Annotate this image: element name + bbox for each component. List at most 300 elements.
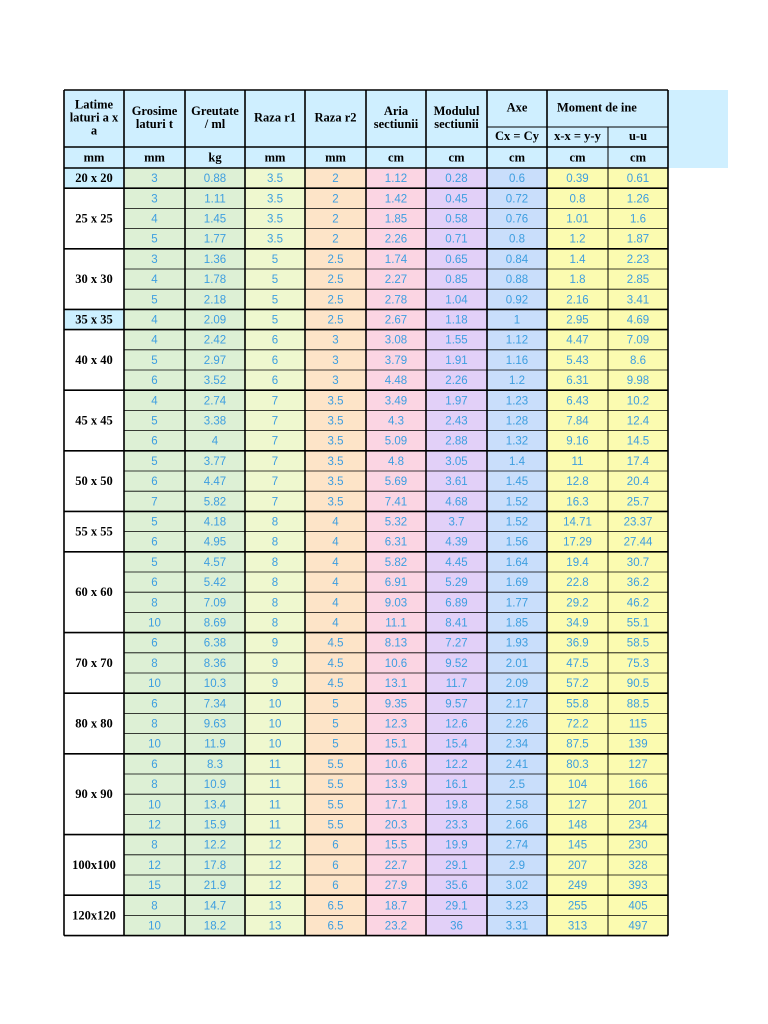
table-cell: 1.4 — [569, 253, 586, 266]
table-cell: 4 — [151, 314, 158, 327]
table-cell: 6 — [332, 880, 339, 893]
table-cell: 12 — [148, 819, 161, 832]
table-cell: 5 — [151, 415, 158, 428]
table-cell: 2.5 — [327, 314, 344, 327]
table-cell: 10 — [268, 698, 282, 711]
header-raza-r1: Raza r1 — [254, 110, 296, 125]
table-cell: 14.71 — [563, 516, 592, 529]
unit-label-5: cm — [388, 150, 404, 165]
size-label-6: 50 x 50 — [75, 473, 113, 488]
table-cell: 9.57 — [445, 698, 468, 711]
table-cell: 87.5 — [566, 738, 589, 751]
table-cell: 5.82 — [203, 496, 227, 509]
table-cell: 3.5 — [267, 233, 283, 246]
table-cell: 1.52 — [505, 516, 529, 529]
table-cell: 4.95 — [203, 536, 227, 549]
table-cell: 2.5 — [327, 274, 344, 287]
size-label-8: 60 x 60 — [75, 585, 113, 600]
table-cell: 3 — [332, 375, 339, 388]
table-cell: 7.34 — [203, 698, 227, 711]
table-cell: 4.69 — [626, 314, 650, 327]
table-cell: 3.02 — [505, 880, 529, 893]
table-cell: 4 — [332, 577, 339, 590]
table-cell: 0.61 — [626, 173, 650, 186]
table-cell: 34.9 — [566, 617, 589, 630]
table-cell: 3.41 — [626, 294, 650, 307]
table-cell: 8 — [151, 900, 158, 913]
table-cell: 6.43 — [566, 395, 589, 408]
table-cell: 497 — [628, 920, 648, 933]
table-cell: 148 — [567, 819, 588, 832]
table-cell: 6 — [151, 577, 158, 590]
table-cell: 12.4 — [626, 415, 650, 428]
header-moment: Moment de ine — [557, 100, 637, 115]
table-cell: 12.6 — [445, 718, 468, 731]
table-cell: 2.23 — [626, 253, 650, 266]
header-axe: Axe — [506, 100, 528, 115]
table-cell: 10 — [148, 738, 161, 751]
table-cell: 13 — [268, 900, 282, 913]
table-cell: 17.8 — [203, 859, 227, 872]
header-greutate: / ml — [204, 116, 226, 131]
table-cell: 1.26 — [626, 193, 650, 206]
table-cell: 8 — [151, 597, 158, 610]
table-cell: 3.5 — [327, 496, 344, 509]
table-cell: 10 — [268, 738, 282, 751]
table-cell: 5 — [151, 455, 158, 468]
table-cell: 4 — [332, 536, 339, 549]
table-cell: 29.1 — [445, 859, 468, 872]
table-cell: 5.82 — [384, 556, 408, 569]
table-cell: 90.5 — [626, 678, 650, 691]
table-cell: 6 — [151, 435, 158, 448]
table-cell: 58.5 — [626, 637, 650, 650]
table-cell: 7 — [271, 435, 279, 448]
table-cell: 2.16 — [566, 294, 589, 307]
table-cell: 9.16 — [566, 435, 589, 448]
table-cell: 4 — [151, 274, 158, 287]
table-cell: 4.5 — [327, 657, 344, 670]
table-cell: 8.6 — [630, 354, 646, 367]
table-cell: 11.1 — [385, 617, 407, 630]
table-cell: 1.77 — [505, 597, 529, 610]
size-label-12: 100x100 — [72, 857, 116, 872]
table-cell: 1.01 — [566, 213, 589, 226]
table-cell: 9.98 — [626, 375, 650, 388]
table-cell: 11 — [269, 779, 281, 792]
page-bottom-margin — [0, 940, 768, 1024]
table-cell: 6 — [151, 536, 158, 549]
table-cell: 7 — [271, 415, 279, 428]
size-label-11: 90 x 90 — [75, 787, 113, 802]
table-cell: 5 — [271, 253, 279, 266]
table-cell: 5.09 — [384, 435, 408, 448]
table-cell: 3.5 — [327, 476, 344, 489]
table-cell: 1.8 — [569, 274, 586, 287]
table-cell: 11 — [571, 455, 584, 468]
table-cell: 8 — [271, 536, 279, 549]
table-cell: 7.09 — [203, 597, 227, 610]
table-cell: 3 — [151, 193, 158, 206]
table-cell: 5.32 — [384, 516, 408, 529]
table-cell: 6 — [271, 354, 279, 367]
table-cell: 8 — [151, 839, 158, 852]
table-cell: 20.4 — [626, 476, 650, 489]
table-cell: 9.35 — [384, 698, 408, 711]
table-cell: 12 — [268, 880, 282, 893]
table-cell: 2.95 — [566, 314, 589, 327]
table-cell: 2.09 — [505, 678, 529, 691]
table-cell: 7 — [271, 395, 279, 408]
table-cell: 1 — [513, 314, 521, 327]
table-cell: 3 — [332, 354, 339, 367]
table-cell: 1.87 — [626, 233, 650, 246]
unit-label-4: mm — [325, 150, 346, 165]
table-cell: 8 — [271, 577, 279, 590]
table-cell: 5 — [271, 274, 279, 287]
table-cell: 10 — [148, 617, 161, 630]
table-cell: 4 — [332, 556, 339, 569]
table-cell: 2.01 — [505, 657, 529, 670]
table-cell: 6 — [151, 476, 158, 489]
table-cell: 5 — [151, 516, 158, 529]
size-label-4: 40 x 40 — [75, 352, 113, 367]
table-cell: 29.1 — [445, 900, 468, 913]
header-modulul: Modulul — [433, 103, 480, 118]
table-cell: 8.3 — [207, 758, 223, 771]
table-cell: 36 — [450, 920, 463, 933]
table-cell: 5.69 — [384, 476, 408, 489]
table-cell: 1.23 — [505, 395, 529, 408]
header-latime: Latime — [74, 97, 114, 112]
table-cell: 2.26 — [505, 718, 529, 731]
table-cell: 2.34 — [505, 738, 529, 751]
table-cell: 2.5 — [327, 294, 344, 307]
table-cell: 8 — [151, 657, 158, 670]
table-cell: 1.11 — [204, 193, 226, 206]
size-label-10: 80 x 80 — [75, 716, 113, 731]
table-cell: 1.85 — [384, 213, 408, 226]
table-cell: 1.64 — [505, 556, 529, 569]
table-cell: 1.78 — [203, 274, 227, 287]
table-cell: 0.6 — [509, 173, 525, 186]
header-grosime: Grosime — [131, 103, 178, 118]
table-cell: 405 — [628, 900, 648, 913]
table-cell: 10 — [268, 718, 282, 731]
table-cell: 12 — [268, 839, 282, 852]
header-moment-uu: u-u — [628, 128, 648, 143]
unit-label-2: kg — [208, 150, 222, 165]
table-cell: 4.45 — [445, 556, 468, 569]
table-cell: 15 — [148, 880, 161, 893]
table-cell: 127 — [628, 758, 648, 771]
table-cell: 11 — [269, 758, 281, 771]
table-cell: 6.89 — [445, 597, 468, 610]
table-cell: 6.31 — [384, 536, 408, 549]
table-cell: 7 — [271, 496, 279, 509]
table-cell: 0.84 — [505, 253, 529, 266]
table-cell: 6 — [151, 375, 158, 388]
table-cell: 7.84 — [566, 415, 589, 428]
header-moment-xx: x-x = y-y — [554, 128, 601, 143]
table-cell: 2.78 — [384, 294, 408, 307]
table-cell: 115 — [628, 718, 648, 731]
table-cell: 9.63 — [203, 718, 227, 731]
table-cell: 6 — [151, 698, 158, 711]
table-cell: 6 — [271, 334, 279, 347]
table-cell: 6.5 — [327, 920, 344, 933]
unit-label-0: mm — [83, 150, 105, 165]
table-cell: 8 — [271, 597, 279, 610]
table-cell: 7 — [151, 496, 158, 509]
table-cell: 30.7 — [626, 556, 650, 569]
table-cell: 3 — [151, 173, 158, 186]
table-cell: 2.41 — [505, 758, 529, 771]
table-cell: 80.3 — [566, 758, 589, 771]
table-cell: 23.37 — [623, 516, 653, 529]
table-cell: 9 — [271, 657, 279, 670]
table-cell: 0.65 — [445, 253, 468, 266]
table-cell: 47.5 — [566, 657, 589, 670]
table-cell: 3.23 — [505, 900, 529, 913]
table-cell: 393 — [628, 880, 648, 893]
table-cell: 1.77 — [203, 233, 227, 246]
table-cell: 12.8 — [566, 476, 589, 489]
table-cell: 10 — [148, 920, 161, 933]
table-cell: 4.5 — [327, 678, 344, 691]
table-cell: 9 — [271, 678, 279, 691]
table-cell: 13 — [268, 920, 282, 933]
table-cell: 0.39 — [566, 173, 589, 186]
table-cell: 2.27 — [384, 274, 408, 287]
table-cell: 17.29 — [563, 536, 592, 549]
table-cell: 4 — [332, 617, 339, 630]
table-cell: 1.85 — [505, 617, 529, 630]
table-cell: 1.2 — [509, 375, 525, 388]
table-cell: 2.18 — [203, 294, 227, 307]
table-cell: 10.6 — [384, 758, 408, 771]
table-cell: 4.3 — [388, 415, 404, 428]
table-cell: 4.47 — [566, 334, 589, 347]
table-cell: 75.3 — [626, 657, 650, 670]
table-cell: 4 — [211, 435, 219, 448]
table-cell: 11.7 — [445, 678, 468, 691]
table-cell: 5 — [332, 718, 339, 731]
size-label-0: 20 x 20 — [75, 170, 113, 185]
table-cell: 2.26 — [445, 375, 468, 388]
table-cell: 1.42 — [384, 193, 408, 206]
header-grosime: laturi t — [135, 116, 174, 131]
table-cell: 3.38 — [203, 415, 227, 428]
table-cell: 5 — [151, 354, 158, 367]
table-cell: 0.92 — [505, 294, 529, 307]
table-cell: 6.38 — [203, 637, 227, 650]
table-cell: 255 — [567, 900, 588, 913]
table-cell: 3.5 — [327, 455, 344, 468]
table-cell: 1.74 — [384, 253, 408, 266]
table-cell: 27.9 — [384, 880, 408, 893]
table-cell: 6 — [332, 839, 339, 852]
table-cell: 2.85 — [626, 274, 650, 287]
table-cell: 8 — [151, 779, 158, 792]
table-cell: 8 — [271, 516, 279, 529]
size-label-3: 35 x 35 — [75, 312, 113, 327]
table-cell: 7.09 — [626, 334, 650, 347]
table-cell: 46.2 — [626, 597, 650, 610]
table-cell: 9 — [271, 637, 279, 650]
table-cell: 55.8 — [566, 698, 589, 711]
table-cell: 7.41 — [384, 496, 408, 509]
table-cell: 35.6 — [445, 880, 468, 893]
table-cell: 0.8 — [509, 233, 525, 246]
table-cell: 2.26 — [384, 233, 408, 246]
table-cell: 15.4 — [445, 738, 468, 751]
table-cell: 5 — [271, 314, 279, 327]
table-cell: 5.42 — [203, 577, 227, 590]
table-cell: 23.3 — [445, 819, 468, 832]
table-cell: 2.74 — [505, 839, 529, 852]
table-cell: 15.1 — [384, 738, 408, 751]
table-cell: 10 — [148, 678, 161, 691]
table-cell: 4.39 — [445, 536, 468, 549]
table-cell: 5 — [332, 738, 339, 751]
table-cell: 3.77 — [203, 455, 227, 468]
header-aria: Aria — [383, 103, 409, 118]
unit-label-3: mm — [264, 150, 286, 165]
table-cell: 19.4 — [566, 556, 589, 569]
table-cell: 1.36 — [203, 253, 227, 266]
unit-label-7: cm — [509, 150, 525, 165]
table-cell: 1.04 — [445, 294, 468, 307]
table-cell: 1.4 — [509, 455, 525, 468]
table-cell: 10.6 — [384, 657, 408, 670]
table-cell: 7 — [271, 476, 279, 489]
table-cell: 3.5 — [327, 435, 344, 448]
table-cell: 3.52 — [203, 375, 227, 388]
header-latime: laturi a x — [69, 110, 119, 125]
table-cell: 0.76 — [505, 213, 529, 226]
table-cell: 145 — [567, 839, 588, 852]
table-cell: 5.43 — [566, 354, 589, 367]
table-cell: 4 — [151, 395, 158, 408]
table-cell: 12 — [268, 859, 282, 872]
table-cell: 1.28 — [505, 415, 529, 428]
table-cell: 22.7 — [384, 859, 408, 872]
table-cell: 6 — [151, 758, 158, 771]
table-cell: 5.5 — [327, 758, 344, 771]
table-cell: 1.45 — [505, 476, 529, 489]
table-cell: 5.5 — [327, 799, 344, 812]
size-label-5: 45 x 45 — [75, 413, 113, 428]
table-cell: 27.44 — [623, 536, 653, 549]
table-cell: 5 — [151, 233, 158, 246]
table-cell: 17.1 — [384, 799, 408, 812]
table-cell: 3.5 — [267, 213, 283, 226]
table-cell: 8.13 — [384, 637, 408, 650]
table-cell: 2.97 — [203, 354, 227, 367]
table-cell: 22.8 — [566, 577, 589, 590]
table-cell: 18.2 — [203, 920, 227, 933]
size-label-7: 55 x 55 — [75, 524, 113, 539]
table-cell: 127 — [567, 799, 588, 812]
table-cell: 3.79 — [384, 354, 408, 367]
table-cell: 57.2 — [566, 678, 589, 691]
table-cell: 207 — [567, 859, 588, 872]
table-cell: 3 — [151, 253, 158, 266]
table-cell: 55.1 — [626, 617, 650, 630]
table-cell: 1.97 — [445, 395, 468, 408]
table-cell: 2.42 — [203, 334, 227, 347]
unit-label-1: mm — [144, 150, 165, 165]
table-cell: 2 — [332, 233, 339, 246]
table-cell: 18.7 — [384, 900, 408, 913]
table-cell: 11 — [269, 799, 281, 812]
table-cell: 2.5 — [327, 253, 344, 266]
table-cell: 2 — [332, 213, 339, 226]
table-cell: 0.88 — [203, 173, 227, 186]
table-cell: 10.2 — [626, 395, 650, 408]
table-cell: 6 — [332, 859, 339, 872]
table-cell: 1.52 — [505, 496, 529, 509]
table-cell: 0.88 — [505, 274, 529, 287]
table-cell: 1.6 — [630, 213, 646, 226]
table-cell: 7.27 — [445, 637, 468, 650]
table-cell: 5 — [271, 294, 279, 307]
table-cell: 16.3 — [566, 496, 589, 509]
table-cell: 2.17 — [505, 698, 529, 711]
table-cell: 2.67 — [384, 314, 408, 327]
table-cell: 13.4 — [203, 799, 227, 812]
table-cell: 6.5 — [327, 900, 344, 913]
table-cell: 4.5 — [327, 637, 344, 650]
table-cell: 9.52 — [445, 657, 468, 670]
table-cell: 21.9 — [203, 880, 227, 893]
table-cell: 2.9 — [509, 859, 525, 872]
table-cell: 3.5 — [327, 395, 344, 408]
table-cell: 12.3 — [384, 718, 408, 731]
table-cell: 4 — [332, 597, 339, 610]
table-cell: 13.1 — [384, 678, 408, 691]
table-cell: 230 — [628, 839, 648, 852]
table-cell: 0.58 — [445, 213, 468, 226]
header-greutate: Greutate — [191, 103, 239, 118]
header-latime: a — [90, 123, 98, 138]
table-cell: 4.47 — [203, 476, 227, 489]
table-cell: 8.36 — [203, 657, 227, 670]
table-cell: 1.93 — [505, 637, 529, 650]
table-cell: 14.5 — [626, 435, 650, 448]
table-cell: 8 — [271, 556, 279, 569]
table-cell: 1.18 — [445, 314, 468, 327]
table-cell: 1.55 — [445, 334, 468, 347]
table-cell: 12.2 — [203, 839, 227, 852]
table-cell: 1.56 — [505, 536, 529, 549]
table-cell: 4.48 — [384, 375, 408, 388]
table-cell: 5 — [151, 294, 158, 307]
table-cell: 1.91 — [445, 354, 468, 367]
table-cell: 20.3 — [384, 819, 408, 832]
size-label-2: 30 x 30 — [75, 271, 113, 286]
table-cell: 15.5 — [384, 839, 408, 852]
table-cell: 3.61 — [445, 476, 468, 489]
table-cell: 0.85 — [445, 274, 468, 287]
table-cell: 2.43 — [445, 415, 468, 428]
table-cell: 3.31 — [505, 920, 529, 933]
table-cell: 4.18 — [203, 516, 227, 529]
table-cell: 2.5 — [509, 779, 525, 792]
table-cell: 3.5 — [267, 193, 283, 206]
table-cell: 4.57 — [203, 556, 227, 569]
